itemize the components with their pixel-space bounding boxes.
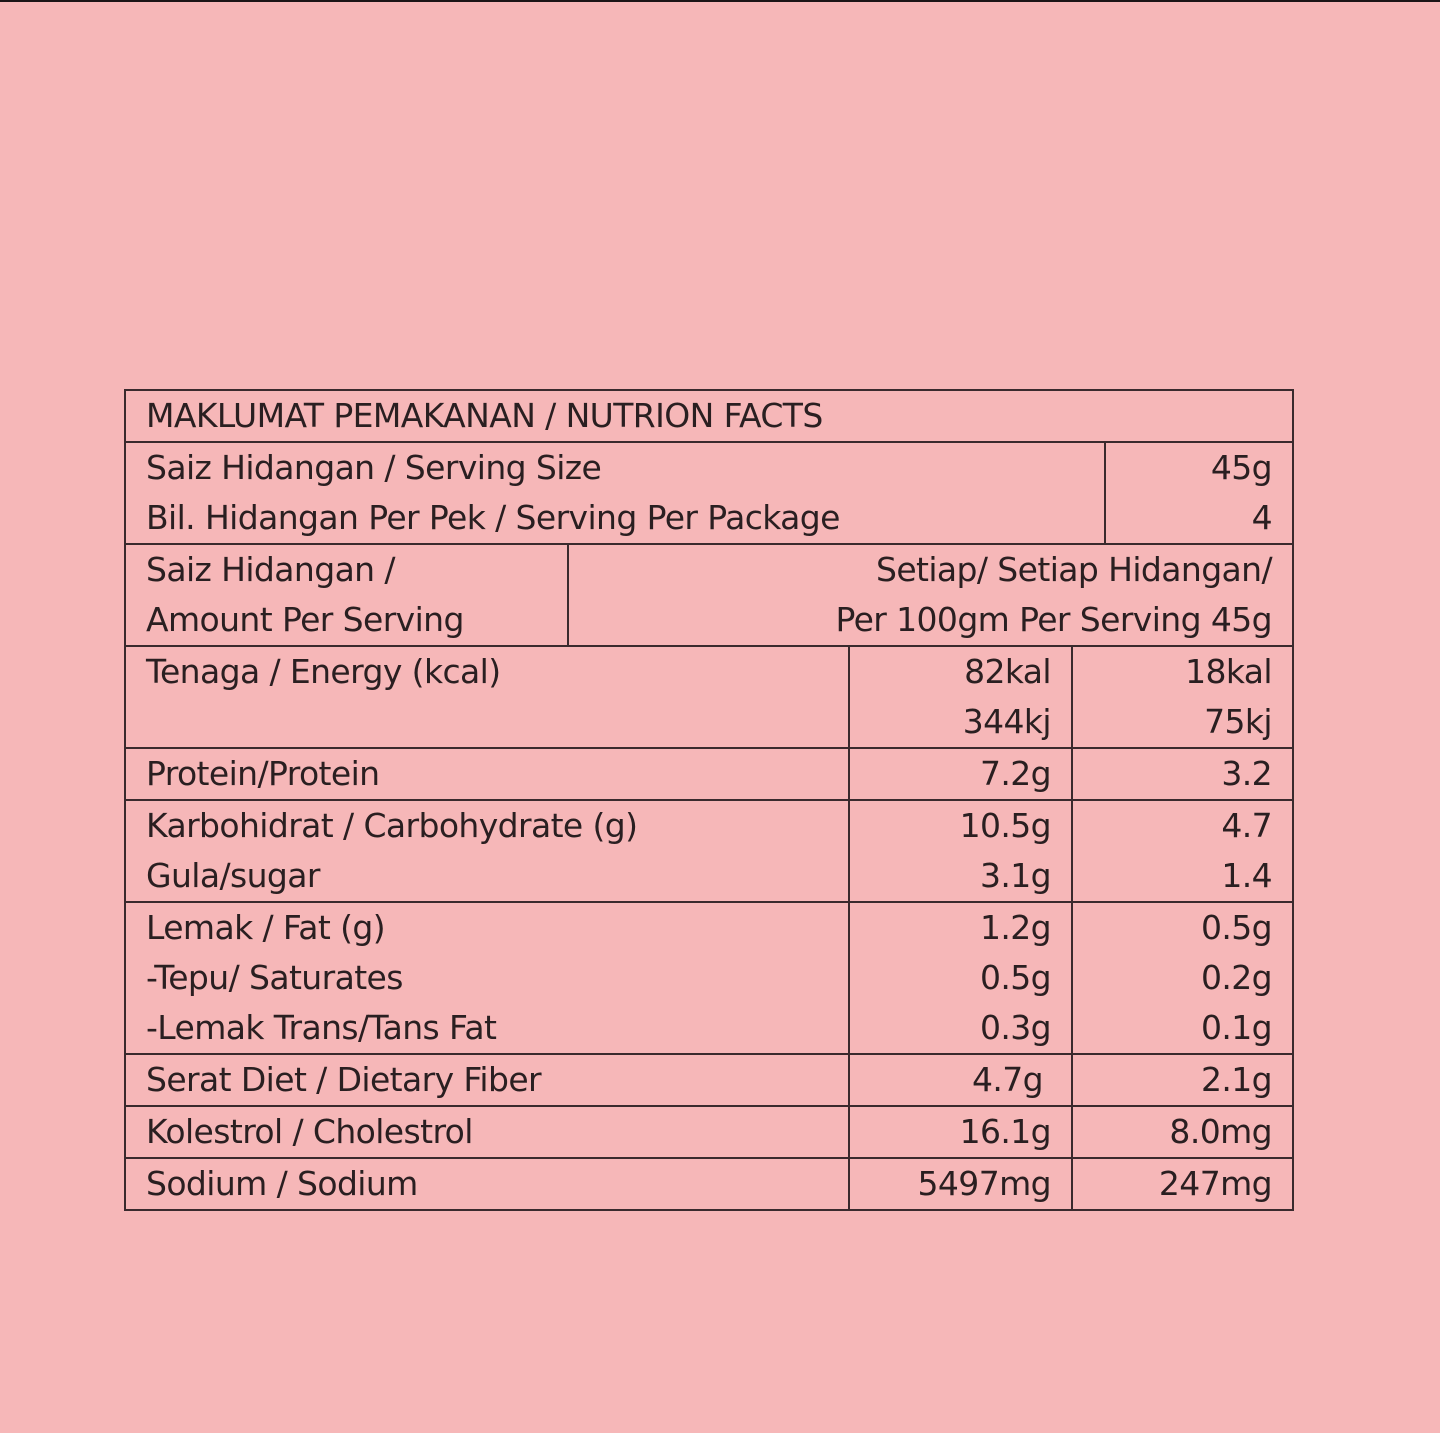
- serving-size-label: Saiz Hidangan / Serving Size: [146, 448, 602, 487]
- protein-per100-cell: [848, 749, 1071, 799]
- amount-header-row: [126, 543, 1292, 645]
- amount-header-values: [567, 545, 1292, 645]
- sugar-label: Gula/sugar: [146, 856, 320, 895]
- fiber-per100-cell: [848, 1055, 1071, 1105]
- sugar-per100: 3.1g: [979, 856, 1051, 895]
- carbohydrate-per100-cell: [848, 801, 1071, 901]
- energy-serving-kcal: 18kal: [1185, 652, 1272, 691]
- table-title: MAKLUMAT PEMAKANAN / NUTRION FACTS: [146, 396, 823, 435]
- energy-per100-kcal: 82kal: [964, 652, 1051, 691]
- saturates-per100: 0.5g: [979, 958, 1051, 997]
- sodium-label: Sodium / Sodium: [146, 1164, 418, 1203]
- cholesterol-label: Kolestrol / Cholestrol: [146, 1112, 473, 1151]
- nutrition-facts-table: [124, 389, 1294, 1211]
- protein-label-cell: [126, 749, 848, 799]
- energy-label-cell: [126, 647, 848, 747]
- sodium-per100-cell: [848, 1159, 1071, 1209]
- carbohydrate-row: [126, 799, 1292, 901]
- amount-value-line2: Per 100gm Per Serving 45g: [835, 600, 1272, 639]
- sugar-serving: 1.4: [1221, 856, 1272, 895]
- fiber-per100: 4.7g: [971, 1060, 1043, 1099]
- fat-serving: 0.5g: [1200, 908, 1272, 947]
- carbohydrate-label-cell: [126, 801, 848, 901]
- fat-per100: 1.2g: [979, 908, 1051, 947]
- title-row: [126, 391, 1292, 441]
- protein-per100: 7.2g: [979, 754, 1051, 793]
- amount-label-line2: Amount Per Serving: [146, 600, 464, 639]
- sodium-row: [126, 1157, 1292, 1209]
- fiber-serving-cell: [1071, 1055, 1292, 1105]
- sodium-per100: 5497mg: [917, 1164, 1051, 1203]
- carbohydrate-per100: 10.5g: [959, 806, 1051, 845]
- fiber-serving: 2.1g: [1200, 1060, 1272, 1099]
- trans-fat-serving: 0.1g: [1200, 1008, 1272, 1047]
- carbohydrate-label: Karbohidrat / Carbohydrate (g): [146, 806, 638, 845]
- amount-label-line1: Saiz Hidangan /: [146, 550, 395, 589]
- serving-values: [1104, 443, 1292, 543]
- cholesterol-per100-cell: [848, 1107, 1071, 1157]
- fat-row: [126, 901, 1292, 1053]
- title-cell: [126, 391, 1292, 441]
- energy-label-spacer: [146, 697, 828, 747]
- cholesterol-row: [126, 1105, 1292, 1157]
- cholesterol-serving: 8.0mg: [1169, 1112, 1272, 1151]
- amount-header-label: [126, 545, 567, 645]
- protein-serving-cell: [1071, 749, 1292, 799]
- serving-size-value: 45g: [1210, 448, 1272, 487]
- fiber-label: Serat Diet / Dietary Fiber: [146, 1060, 541, 1099]
- saturates-serving: 0.2g: [1200, 958, 1272, 997]
- protein-row: [126, 747, 1292, 799]
- carbohydrate-serving: 4.7: [1221, 806, 1272, 845]
- fiber-row: [126, 1053, 1292, 1105]
- serving-labels: [126, 443, 1104, 543]
- fat-serving-cell: [1071, 903, 1292, 1053]
- servings-per-package-value: 4: [1251, 498, 1272, 537]
- energy-serving-cell: [1071, 647, 1292, 747]
- sodium-serving: 247mg: [1158, 1164, 1272, 1203]
- energy-label: Tenaga / Energy (kcal): [146, 652, 501, 691]
- protein-serving: 3.2: [1221, 754, 1272, 793]
- fat-label: Lemak / Fat (g): [146, 908, 385, 947]
- amount-value-line1: Setiap/ Setiap Hidangan/: [875, 550, 1272, 589]
- fiber-label-cell: [126, 1055, 848, 1105]
- cholesterol-serving-cell: [1071, 1107, 1292, 1157]
- top-edge-line: [0, 0, 1440, 2]
- protein-label: Protein/Protein: [146, 754, 380, 793]
- carbohydrate-serving-cell: [1071, 801, 1292, 901]
- fat-per100-cell: [848, 903, 1071, 1053]
- servings-per-package-label: Bil. Hidangan Per Pek / Serving Per Package: [146, 498, 840, 537]
- trans-fat-per100: 0.3g: [979, 1008, 1051, 1047]
- trans-fat-label: -Lemak Trans/Tans Fat: [146, 1008, 497, 1047]
- energy-row: [126, 645, 1292, 747]
- serving-row: [126, 441, 1292, 543]
- sodium-serving-cell: [1071, 1159, 1292, 1209]
- sodium-label-cell: [126, 1159, 848, 1209]
- fat-label-cell: [126, 903, 848, 1053]
- energy-per100-cell: [848, 647, 1071, 747]
- cholesterol-per100: 16.1g: [959, 1112, 1051, 1151]
- cholesterol-label-cell: [126, 1107, 848, 1157]
- energy-serving-kj: 75kj: [1204, 702, 1272, 741]
- energy-per100-kj: 344kj: [962, 702, 1051, 741]
- saturates-label: -Tepu/ Saturates: [146, 958, 403, 997]
